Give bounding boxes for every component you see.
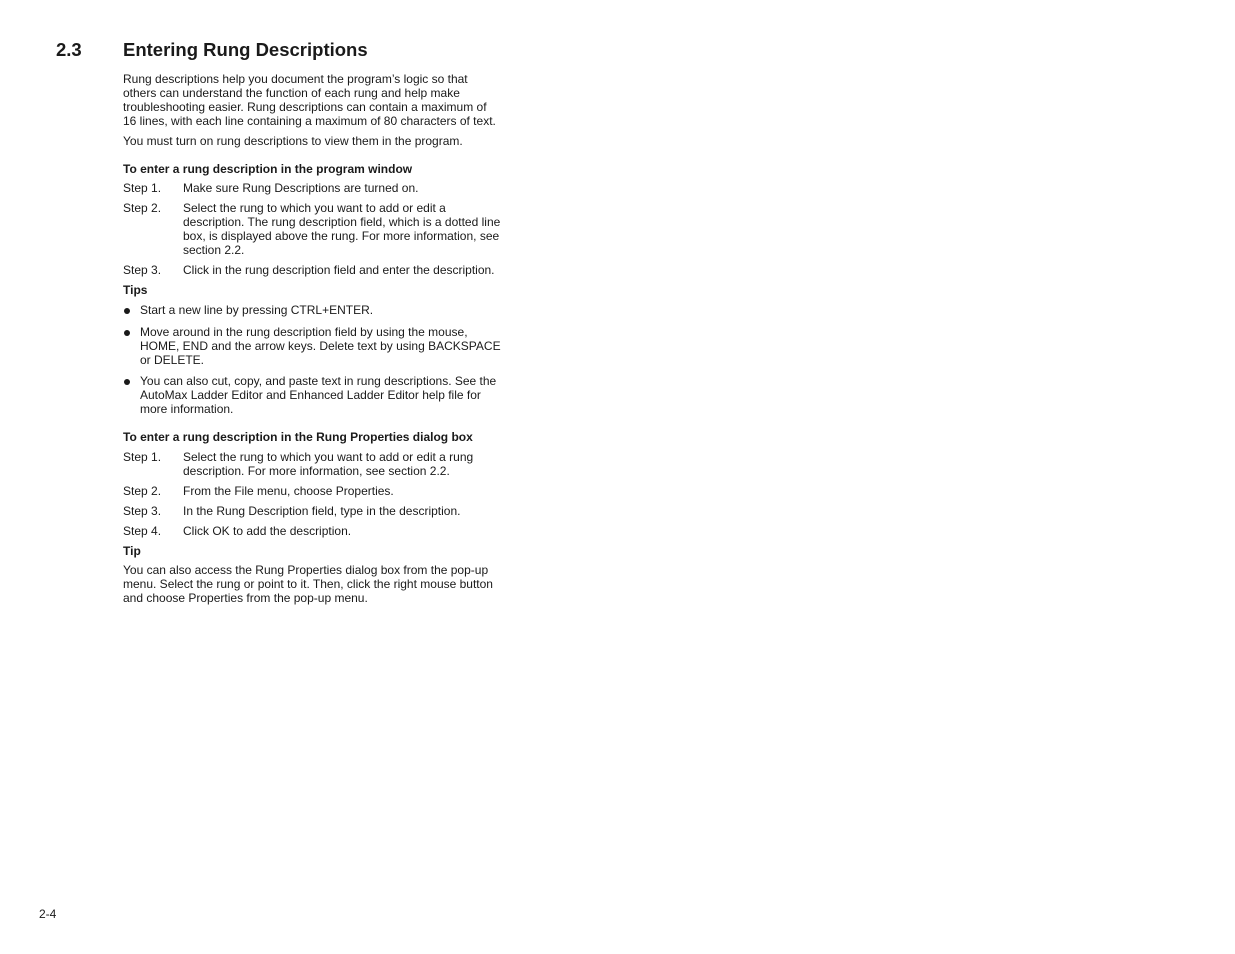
tip-heading: Tip <box>123 543 141 558</box>
tip-text: Start a new line by pressing CTRL+ENTER. <box>140 302 374 317</box>
step-text: Select the rung to which you want to add or edit a rung description. For more information, see section 2.2. <box>183 450 474 478</box>
step-item <box>123 505 503 519</box>
step-label: Step 1. <box>123 450 162 465</box>
program-window-heading: To enter a rung description in the program window <box>123 161 413 176</box>
tip-paragraph: You can also access the Rung Properties dialog box from the pop-up menu. Select the rung or point to it. Then, click the right mouse button and choose Properties from the pop-up menu. <box>123 563 493 606</box>
step-label: Step 2. <box>123 201 162 216</box>
intro-paragraph: Rung descriptions help you document the program’s logic so that others can understand the function of each rung and help make troubleshooting easier. Rung descriptions can contain a maximum of 16 lines, with each line containing a maximum of 80 characters of text. <box>123 72 496 128</box>
step-item <box>123 202 503 258</box>
step-label: Step 3. <box>123 262 162 277</box>
step-text: Select the rung to which you want to add or edit a description. The rung description field, which is a dotted line box, is displayed above the rung. For more information, see section 2.2. <box>183 201 501 258</box>
section-number: 2.3 <box>56 39 82 60</box>
step-text: Make sure Rung Descriptions are turned on. <box>183 181 419 196</box>
step-item <box>123 264 503 278</box>
step-item <box>123 182 503 196</box>
step-text: From the File menu, choose Properties. <box>183 483 394 498</box>
step-item <box>123 451 503 479</box>
page-number: 2-4 <box>39 907 57 921</box>
step-text: Click OK to add the description. <box>183 523 352 538</box>
properties-dialog-steps <box>123 451 503 539</box>
bullet-icon <box>123 326 140 368</box>
tip-item <box>123 326 503 368</box>
step-item <box>123 485 503 499</box>
section-title: Entering Rung Descriptions <box>123 39 368 60</box>
step-item <box>123 525 503 539</box>
step-text: Click in the rung description field and enter the description. <box>183 262 495 277</box>
tip-item <box>123 304 503 318</box>
tip-item <box>123 375 503 417</box>
tips-list <box>123 304 503 417</box>
step-label: Step 3. <box>123 503 162 518</box>
step-label: Step 4. <box>123 523 162 538</box>
step-label: Step 2. <box>123 483 162 498</box>
step-text: In the Rung Description field, type in the description. <box>183 503 461 518</box>
tip-text: Move around in the rung description field by using the mouse, HOME, END and the arrow keys. Delete text by using BACKSPACE or DELETE. <box>140 324 501 367</box>
program-window-steps <box>123 182 503 277</box>
properties-dialog-heading: To enter a rung description in the Rung Properties dialog box <box>123 430 473 445</box>
bullet-icon <box>123 375 140 417</box>
tip-text: You can also cut, copy, and paste text in rung descriptions. See the AutoMax Ladder Editor and Enhanced Ladder Editor help file for more information. <box>140 374 497 417</box>
bullet-icon <box>123 304 140 318</box>
section-body <box>123 73 503 612</box>
step-label: Step 1. <box>123 181 162 196</box>
tips-heading: Tips <box>123 282 148 297</box>
intro-note: You must turn on rung descriptions to view them in the program. <box>123 133 463 148</box>
